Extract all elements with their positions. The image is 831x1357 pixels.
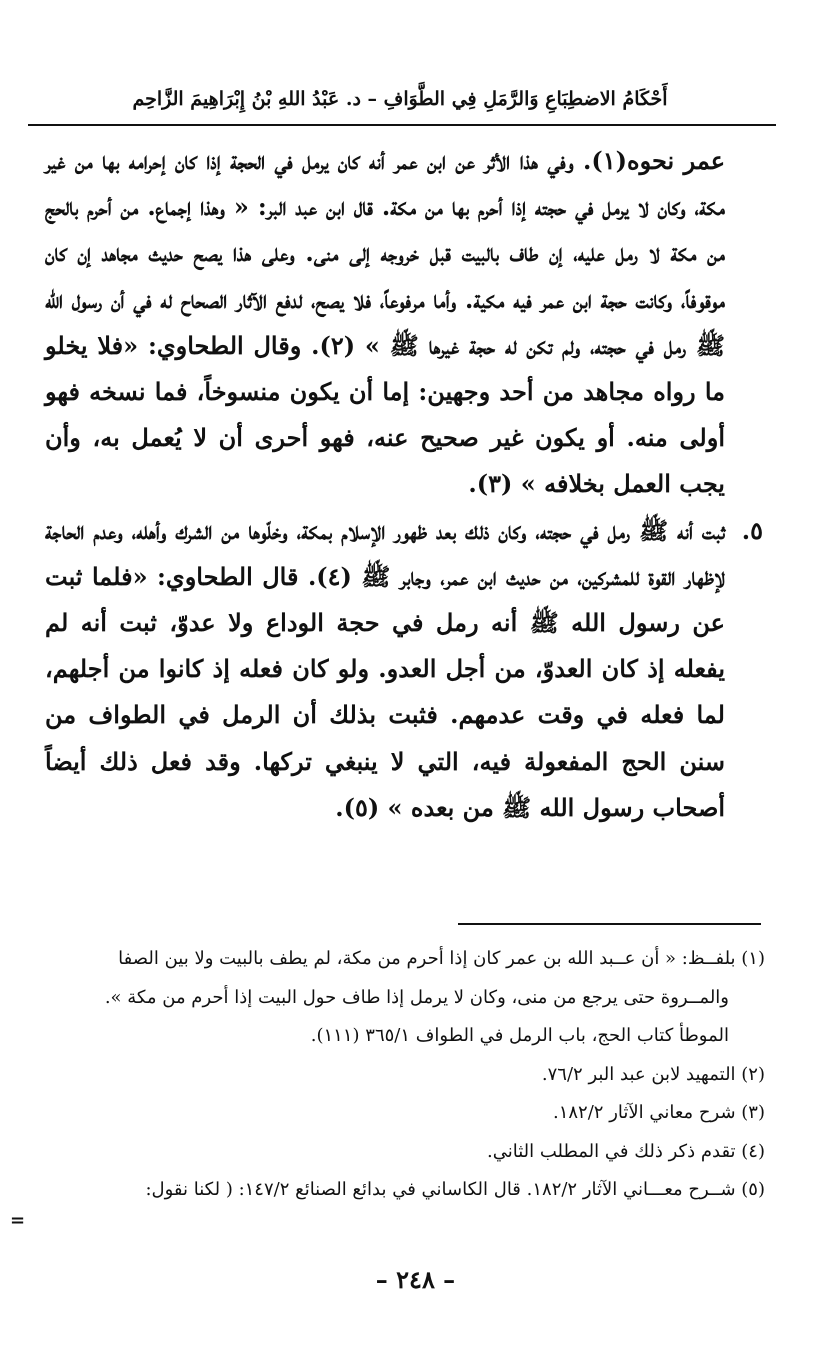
continuation-mark: = bbox=[10, 1210, 26, 1231]
footnote-1-line-2: والمــروة حتى يرجع من منى، وكان لا يرمل إذا طاف حول البيت إذا أحرم من مكة ». bbox=[104, 986, 729, 1008]
footnote-4: (٤) تقدم ذكر ذلك في المطلب الثاني. bbox=[487, 1140, 765, 1162]
page-number: – ٢٤٨ – bbox=[375, 1265, 456, 1294]
footnote-rule bbox=[458, 923, 761, 925]
footnote-2: (٢) التمهيد لابن عبد البر ٧٦/٢. bbox=[541, 1063, 765, 1085]
running-header: أَحْكَامُ الاضطِبَاعِ وَالرَّمَلِ فِي الطَّوَافِ – د. عَبْدُ اللهِ بْنُ إِبْرَاهِيمَ الزَّاحِم bbox=[132, 88, 668, 110]
list-item-5 bbox=[45, 508, 763, 831]
footnote-1-line-1: (١) بلفــظ: « أن عــبد الله بن عمر كان إذا أحرم من مكة، لم يطف بالبيت ولا بين الصفا bbox=[118, 948, 765, 969]
list-item-text: ثبت أنه ﷺ رمل في حجته، وكان ذلك بعد ظهور الإسلام بمكة، وخلّوها من الشرك وأهله، وعدم الحاجة لإظهار القوة للمشركين، من حديث ابن عمر، وجابر ﷺ (٤). قال الطحاوي: «فلما ثبت عن رسول الله ﷺ أنه رمل في حجة الوداع ولا عدوّ، ثبت أنه لم يفعله إذ كان العدوّ، من أجل العدو. ولو كان فعله إذ كانوا من أجلهم، لما فعله في وقت عدمهم. فثبت بذلك أن الرمل في الطواف من سنن الحج المفعولة فيه، التي لا ينبغي تركها. وقد فعل ذلك أيضاً أصحاب رسول الله ﷺ من بعده » (٥). bbox=[45, 515, 726, 822]
header-rule bbox=[28, 124, 776, 126]
footnote-1-line-3: الموطأ كتاب الحج، باب الرمل في الطواف ٣٦٥/١ (١١١). bbox=[310, 1025, 729, 1046]
footnote-5: (٥) شــرح معـــاني الآثار ١٨٢/٢. قال الكاساني في بدائع الصنائع ١٤٧/٢: ( لكنا نقول: bbox=[145, 1179, 765, 1200]
footnote-3: (٣) شرح معاني الآثار ١٨٢/٢. bbox=[552, 1102, 765, 1123]
footnotes bbox=[30, 940, 765, 1210]
main-text bbox=[45, 138, 763, 831]
paragraph-1: عمر نحوه(١). وفي هذا الأثر عن ابن عمر أنه كان يرمل في الحجة إذا كان إحرامه بها من غير مكة، وكان لا يرمل في حجته إذا أحرم بها من مكة. قال ابن عبد البر: « وهذا إجماع. من أحرم بالحج من مكة لا رمل عليه، إن طاف بالبيت قبل خروجه إلى منى. وعلى هذا يصح حديث مجاهد إن كان موقوفاً، وكانت حجة ابن عمر فيه مكية. وأما مرفوعاً، فلا يصح، لدفع الآثار الصحاح له في أن رسول الله ﷺ رمل في حجته، ولم تكن له حجة غيرها ﷺ » (٢). وقال الطحاوي: «فلا يخلو ما رواه مجاهد من أحد وجهين: إما أن يكون منسوخاً، فما نسخه فهو أولى منه. أو يكون غير صحيح عنه، فهو أحرى أن لا يُعمل به، وأن يجب العمل بخلافه » (٣). bbox=[45, 146, 726, 499]
list-item-number: ٥. bbox=[741, 515, 763, 545]
